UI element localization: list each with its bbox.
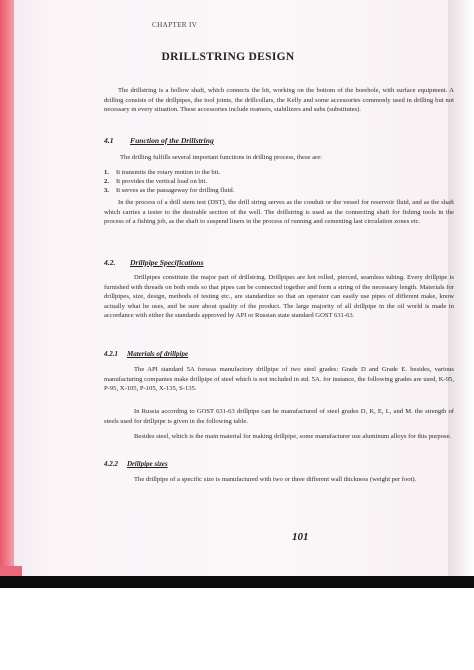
section-number: 4.2.2 <box>104 460 118 468</box>
section-4-1-heading <box>104 136 214 145</box>
binding-corner <box>0 566 22 576</box>
section-4-2-body: Drillpipes constitute the major part of drillstring. Drillpipes are hot rolled, pierced, seamless tubing. Every drillpipe is furnished with threads on both ends so that pipes can be connected together and form a string of the necessary length. Materials for drillpipes, size, design, methods of testing etc., are standardize so that an operator can easily use pipes of different make, know actually what he uses, and be sure about quality of the product. The large majority of all drillpipe in the oil world is made in accordance with either the standards approved by API or Russian state standard GOST 631-63. <box>104 274 454 320</box>
materials-paragraph-3: Besides steel, which is the main material for making drillpipe, some manufacturer use aluminum alloys for this purpose. <box>134 433 452 440</box>
section-title: Drillpipe Specifications <box>130 258 204 267</box>
section-4-1-body: In the process of a drill stem test (DST), the drill string serves as the conduit or the vessel for reservoir fluid, and as the shaft which carries a tester to the desirable section of the well. The drillstring is used as the connecting shaft for fishing tools in the process of a fishing job, as the shaft to suspend liners in the process of running and cementing last circulation zones etc. <box>104 199 454 226</box>
section-4-2-2-heading <box>104 460 168 468</box>
section-title: Function of the Drillstring <box>130 136 214 145</box>
sizes-paragraph-1: The drillpipe of a specific size is manufactured with two or three different wall thickness (weight per foot). <box>134 476 417 483</box>
function-list <box>104 168 444 196</box>
section-number: 4.2. <box>104 258 116 267</box>
section-number: 4.1 <box>104 136 114 145</box>
section-4-2-1-heading <box>104 350 188 358</box>
intro-paragraph: The drillstring is a hollow shaft, which connects the bit, working on the bottom of the borehole, with surface equipment. A drilling consists of the drillpipes, the tool joints, the drillcollars, the Kelly and some accessories commonly used in drilling but not necessary in every situation. These accessories include reamers, stabilizers and subs (substitutes). <box>104 87 454 114</box>
binding-edge <box>0 0 14 576</box>
section-title: Drillpipe sizes <box>127 460 168 468</box>
section-title: Materials of drillpipe <box>127 350 189 358</box>
section-4-2-heading <box>104 258 204 267</box>
section-number: 4.2.1 <box>104 350 118 358</box>
materials-paragraph-1: The API standard 5A forseas manufactory drillpipe of two steel grades: Grade D and Grade E. besides, various manufacturing companies make drillpipe of steel which is not included in std. 5A. for instance, the following grades are used, K-95, P-95, X-105, P-105, X-135, S-135. <box>104 366 454 393</box>
scan-bottom-border <box>0 576 474 588</box>
chapter-label: CHAPTER IV <box>152 21 198 29</box>
list-item: 3. It serves as the passageway for drilling fluid. <box>104 187 235 195</box>
list-item: 1. It transmits the rotary motion to the bit. <box>104 169 221 176</box>
list-item: 2. It provides the vertical load on bit. <box>104 178 208 186</box>
section-4-1-lead: The drilling fulfills several important functions in drilling process, these are: <box>120 154 322 161</box>
materials-paragraph-2: In Russia according to GOST 631-63 drillpipe can be manufactured of steel grades D, K, E, L, and M. the strength of steels used for drillpipe is given in the following table. <box>104 408 454 425</box>
page-number: 101 <box>292 531 309 543</box>
page-title: DRILLSTRING DESIGN <box>161 51 295 63</box>
